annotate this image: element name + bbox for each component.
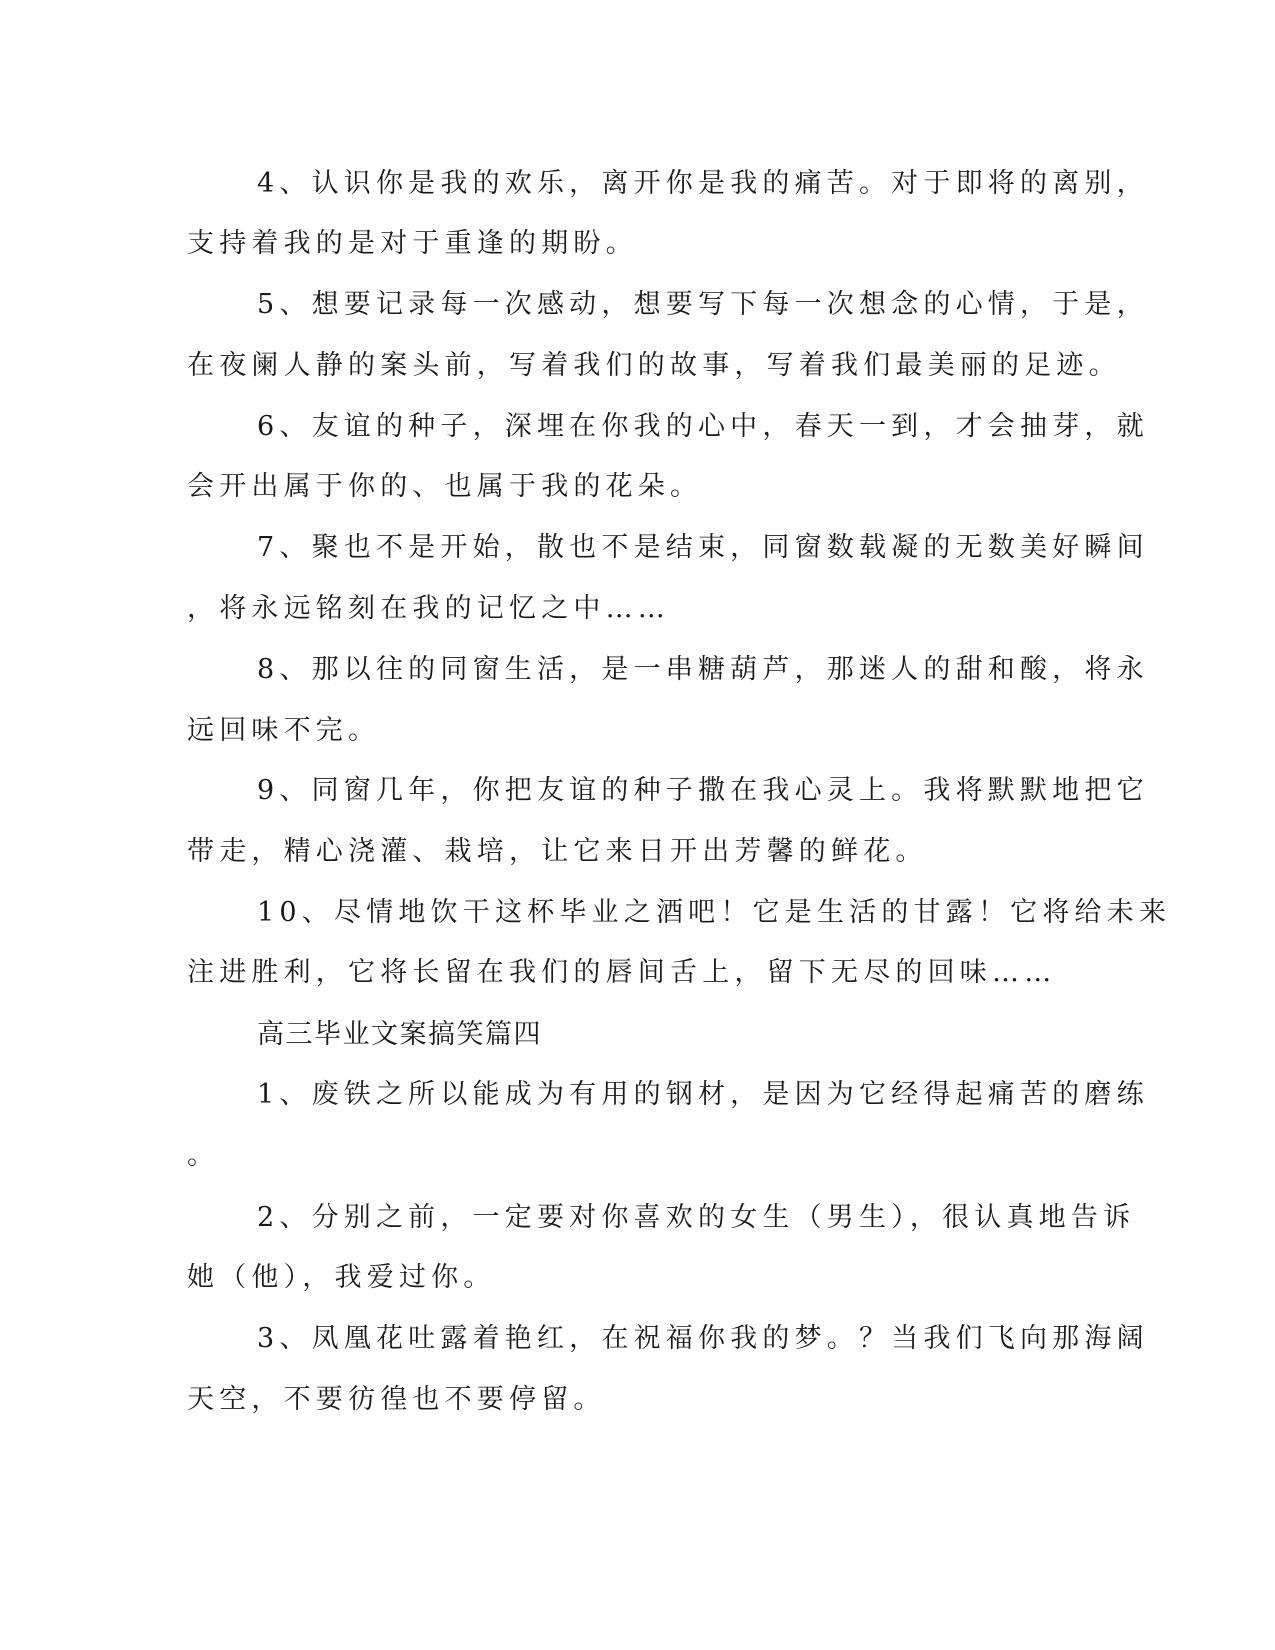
paragraph-9-line-2: 带走，精心浇灌、栽培，让它来日开出芳馨的鲜花。: [187, 836, 928, 867]
paragraph-7-line-2: ，将永远铭刻在我的记忆之中……: [187, 593, 670, 624]
paragraph-8-line-1: 8、那以往的同窗生活，是一串糖葫芦，那迷人的甜和酸，将永: [257, 654, 1149, 685]
paragraph-6-line-1: 6、友谊的种子，深埋在你我的心中，春天一到，才会抽芽，就: [257, 411, 1149, 442]
item-2-line-1: 2、分别之前，一定要对你喜欢的女生（男生），很认真地告诉: [257, 1202, 1136, 1233]
paragraph-9-line-1: 9、同窗几年，你把友谊的种子撒在我心灵上。我将默默地把它: [257, 775, 1149, 806]
paragraph-10-line-1: 10、尽情地饮干这杯毕业之酒吧！它是生活的甘露！它将给未来: [257, 897, 1172, 928]
item-3-line-1: 3、凤凰花吐露着艳红，在祝福你我的梦。？当我们飞向那海阔: [257, 1323, 1149, 1354]
section-heading: 高三毕业文案搞笑篇四: [257, 1019, 542, 1050]
paragraph-4-line-2: 支持着我的是对于重逢的期盼。: [187, 228, 638, 259]
paragraph-6-line-2: 会开出属于你的、也属于我的花朵。: [187, 471, 703, 502]
item-1-line-2: 。: [187, 1140, 220, 1171]
item-1-line-1: 1、废铁之所以能成为有用的钢材，是因为它经得起痛苦的磨练: [257, 1079, 1149, 1110]
paragraph-7-line-1: 7、聚也不是开始，散也不是结束，同窗数载凝的无数美好瞬间: [257, 532, 1149, 563]
paragraph-5-line-1: 5、想要记录每一次感动，想要写下每一次想念的心情，于是，: [257, 289, 1149, 320]
paragraph-10-line-2: 注进胜利，它将长留在我们的唇间舌上，留下无尽的回味……: [187, 957, 1057, 988]
item-2-line-2: 她（他），我爱过你。: [187, 1262, 496, 1293]
paragraph-8-line-2: 远回味不完。: [187, 715, 381, 746]
paragraph-5-line-2: 在夜阑人静的案头前，写着我们的故事，写着我们最美丽的足迹。: [187, 350, 1121, 381]
item-3-line-2: 天空，不要彷徨也不要停留。: [187, 1384, 606, 1415]
paragraph-4-line-1: 4、认识你是我的欢乐，离开你是我的痛苦。对于即将的离别，: [257, 168, 1149, 199]
